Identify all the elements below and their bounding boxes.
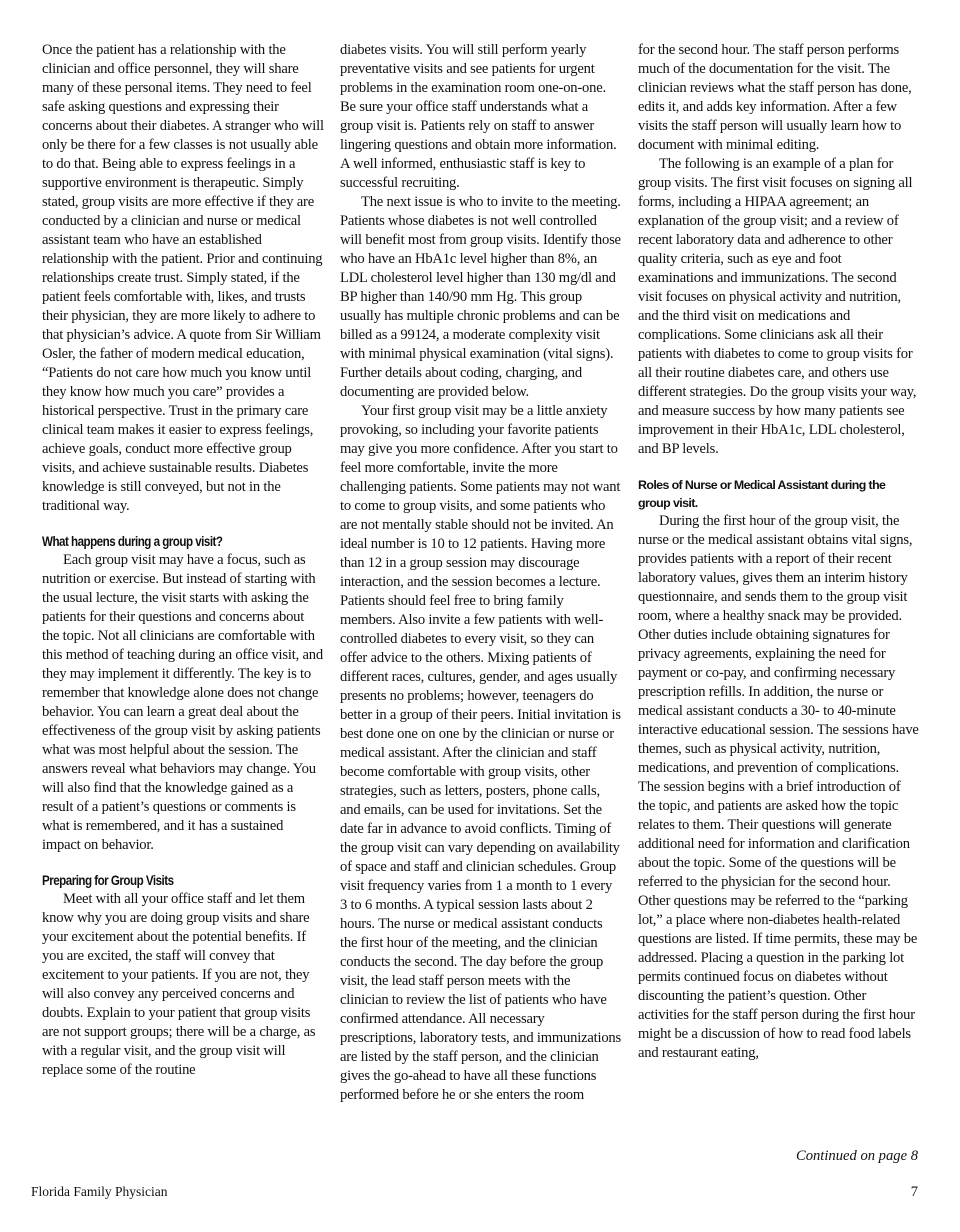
section-heading: What happens during a group visit? <box>42 534 223 549</box>
paragraph: During the first hour of the group visit, the nurse or the medical assistant obtains vital signs, provides patients with a report of their recent laboratory values, gives them an interim history questionnaire, and sends them to the group visit room, where a healthy snack may be provided. Other duties include obtaining signatures for privacy agreements, explaining the need for payment or co-pay, and confirming necessary prescription refills. In addition, the nurse or medical assistant conducts a 30- to 40-minute interactive educational session. The sessions have themes, such as physical activity, nutrition, medications, and prevention of complications. The session begins with a brief introduction of the topic, and patients are asked how the topic relates to them. Their questions will generate additional need for information and clarification about the topic. Some of the questions will be referred to the physician for the second hour. Other questions may be referred to the “parking lot,” a place where non-diabetes health-related questions are listed. If time permits, these may be addressed. Placing a question in the parking lot permits continued focus on diabetes without discounting the patient’s question. Other activities for the staff person during the first hour might be a discussion of how to read food labels and restaurant eating, <box>638 513 919 1061</box>
paragraph: diabetes visits. You will still perform yearly preventative visits and see patients for urgent problems in the examination room one-on-one. Be sure your office staff understands what a group visit is. Patients rely on staff to answer lingering questions and obtain more information. A well informed, enthusiastic staff is key to successful recruiting. <box>340 42 617 191</box>
paragraph: Each group visit may have a focus, such as nutrition or exercise. But instead of starting with the usual lecture, the visit starts with asking the patients for their questions and concerns about the topic. Not all clinicians are comfortable with this method of teaching during an office visit, and they may implement it differently. The key is to remember that knowledge alone does not change behavior. You can learn a great deal about the effectiveness of the group visit by asking patients what was most helpful about the session. The answers reveal what behaviors may change. You will also find that the knowledge gained as a result of a patient’s questions or comments is what is remembered, and it has a sustained impact on behavior. <box>42 552 323 853</box>
text-column-1 <box>42 41 324 1080</box>
paragraph: Once the patient has a relationship with the clinician and office personnel, they will share many of these personal items. They need to feel safe asking questions and expressing their concerns about their diabetes. A stranger who will only be there for a few classes is not usually able to do that. Being able to express feelings in a supportive environment is therapeutic. Simply stated, group visits are more effective if they are conducted by a clinician and nurse or medical assistant team who have an established relationship with the patient. Prior and continuing relationships create trust. Simply stated, if the patient feels comfortable with, likes, and trusts their physician, they are more likely to adhere to that physician’s advice. A quote from Sir William Osler, the father of modern medical education, “Patients do not care how much you know until they know how much you care” provides a historical perspective. Trust in the primary care clinical team makes it easier to express feelings, achieve goals, conduct more effective group visits, and achieve sustainable results. Diabetes knowledge is still conveyed, but not in the traditional way. <box>42 42 324 514</box>
text-column-2 <box>340 41 622 1105</box>
paragraph: for the second hour. The staff person performs much of the documentation for the visit. The clinician reviews what the staff person has done, edits it, and adds key information. After a few visits the staff person will usually learn how to document with minimal editing. <box>638 42 912 153</box>
paragraph: Your first group visit may be a little anxiety provoking, so including your favorite patients may give you more confidence. After you start to feel more comfortable, invite the more challenging patients. Some patients may not want to come to group visits, and some patients who are not mentally stable should not be invited. An ideal number is 10 to 12 patients. Having more than 12 in a group session may discourage interaction, and the session becomes a lecture. Patients should feel free to bring family members. Also invite a few patients with well-controlled diabetes to every visit, so they can offer advice to the others. Mixing patients of different races, cultures, gender, and ages usually presents no problems; however, teenagers do better in a group of their peers. Initial invitation is best done one on one by the clinician or nurse or medical assistant. After the clinician and staff become comfortable with group visits, other strategies, such as letters, posters, phone calls, and emails, can be used for invitations. Set the date far in advance to avoid conflicts. Timing of the group visit can vary depending on availability of space and staff and clinician schedules. Group visit frequency varies from 1 a month to 1 every 3 to 6 months. A typical session lasts about 2 hours. The nurse or medical assistant conducts the first hour of the meeting, and the clinician conducts the second. The day before the group visit, the lead staff person meets with the clinician to review the list of patients who have confirmed attendance. All necessary prescriptions, laboratory tests, and immunizations are listed by the staff person, and the clinician gives the go-ahead to have all these functions performed before he or she enters the room <box>340 403 622 1103</box>
paragraph: Meet with all your office staff and let them know why you are doing group visits and share your excitement about the potential benefits. If you are excited, the staff will convey that excitement to your patients. If you are not, they will also convey any perceived concerns and doubts. Explain to your patient that group visits are not support groups; there will be a charge, as with a regular visit, and the group visit will replace some of the routine <box>42 891 316 1078</box>
text-column-3 <box>638 41 920 1063</box>
article-page <box>42 41 922 1171</box>
publication-name: Florida Family Physician <box>31 1184 168 1199</box>
section-heading: Roles of Nurse or Medical Assistant during the group visit. <box>638 478 886 510</box>
section-heading: Preparing for Group Visits <box>42 873 174 888</box>
paragraph: The next issue is who to invite to the meeting. Patients whose diabetes is not well controlled will benefit most from group visits. Identify those who have an HbA1c level higher than 8%, an LDL cholesterol level higher than 130 mg/dl and BP higher than 140/90 mm Hg. This group usually has multiple chronic problems and can be billed as a 99124, a moderate complexity visit with minimal physical examination (vital signs). Further details about coding, charging, and documenting are provided below. <box>340 194 621 400</box>
paragraph: The following is an example of a plan for group visits. The first visit focuses on signing all forms, including a HIPAA agreement; an explanation of the group visit; and a review of recent laboratory data and adherence to other quality criteria, such as eye and foot examinations and immunizations. The second visit focuses on physical activity and nutrition, and the third visit on medications and complications. Some clinicians ask all their patients with diabetes to come to group visits for all their routine diabetes care, and others use different strategies. Do the group visits your way, and measure success by how many patients see improvement in their HbA1c, LDL cholesterol, and BP levels. <box>638 156 917 457</box>
page-number: 7 <box>910 1184 918 1200</box>
continued-note: Continued on page 8 <box>795 1148 918 1164</box>
